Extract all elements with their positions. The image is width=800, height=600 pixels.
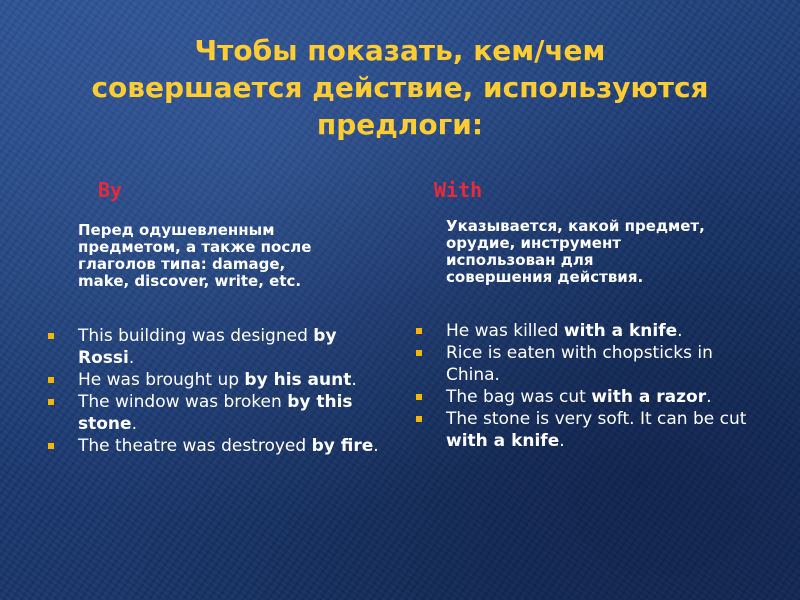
description-line: использован для	[446, 251, 594, 269]
example-text: This building was designed	[78, 326, 314, 346]
by-heading: By	[98, 178, 123, 202]
with-description	[446, 218, 776, 286]
example-item	[416, 408, 766, 452]
bullet-icon	[48, 443, 54, 449]
bullet-icon	[416, 350, 422, 356]
example-item	[48, 369, 388, 391]
example-preposition-phrase: with a razor	[591, 387, 707, 407]
title-line: Чтобы показать, кем/чем	[194, 34, 606, 67]
example-item	[48, 435, 388, 457]
example-item	[48, 391, 388, 435]
bullet-icon	[416, 394, 422, 400]
example-item	[416, 386, 766, 408]
bullet-icon	[48, 399, 54, 405]
example-item	[48, 325, 388, 369]
example-text: .	[706, 387, 712, 407]
bullet-icon	[48, 377, 54, 383]
example-text: The window was broken	[78, 392, 288, 412]
example-text: He was killed	[446, 321, 564, 341]
example-text: Rice is eaten with chopsticks in China.	[446, 343, 713, 385]
example-text: .	[351, 370, 357, 390]
with-examples-list	[416, 320, 766, 452]
example-text: The bag was cut	[446, 387, 592, 407]
description-line: глаголов типа: damage,	[78, 255, 286, 273]
example-text: .	[559, 431, 565, 451]
description-line: предметом, а также после	[78, 238, 312, 256]
example-text: He was brought up	[78, 370, 245, 390]
example-preposition-phrase: by his aunt	[244, 370, 352, 390]
title-line: предлоги:	[316, 108, 484, 141]
description-line: совершения действия.	[446, 268, 644, 286]
with-heading: With	[434, 178, 483, 202]
page-title	[0, 32, 800, 143]
example-text: The stone is very soft. It can be cut	[446, 409, 747, 429]
by-examples-list	[48, 325, 388, 457]
example-item	[416, 342, 766, 386]
example-text: The theatre was destroyed	[78, 436, 312, 456]
bullet-icon	[48, 333, 54, 339]
example-text: .	[373, 436, 379, 456]
example-preposition-phrase: by Rossi	[78, 326, 337, 368]
example-preposition-phrase: with a knife	[446, 431, 560, 451]
example-text: .	[677, 321, 683, 341]
example-preposition-phrase: by fire	[311, 436, 374, 456]
description-line: Перед одушевленным	[78, 221, 275, 239]
description-line: make, discover, write, etc.	[78, 272, 302, 290]
bullet-icon	[416, 416, 422, 422]
example-preposition-phrase: with a knife	[563, 321, 678, 341]
example-item	[416, 320, 766, 342]
example-text: .	[128, 348, 135, 368]
by-description	[78, 222, 378, 290]
example-preposition-phrase: by this stone	[78, 392, 353, 434]
example-text: .	[131, 414, 137, 434]
bullet-icon	[416, 328, 422, 334]
title-line: совершается действие, используются	[91, 71, 709, 104]
description-line: Указывается, какой предмет,	[446, 217, 705, 235]
description-line: орудие, инструмент	[446, 234, 622, 252]
